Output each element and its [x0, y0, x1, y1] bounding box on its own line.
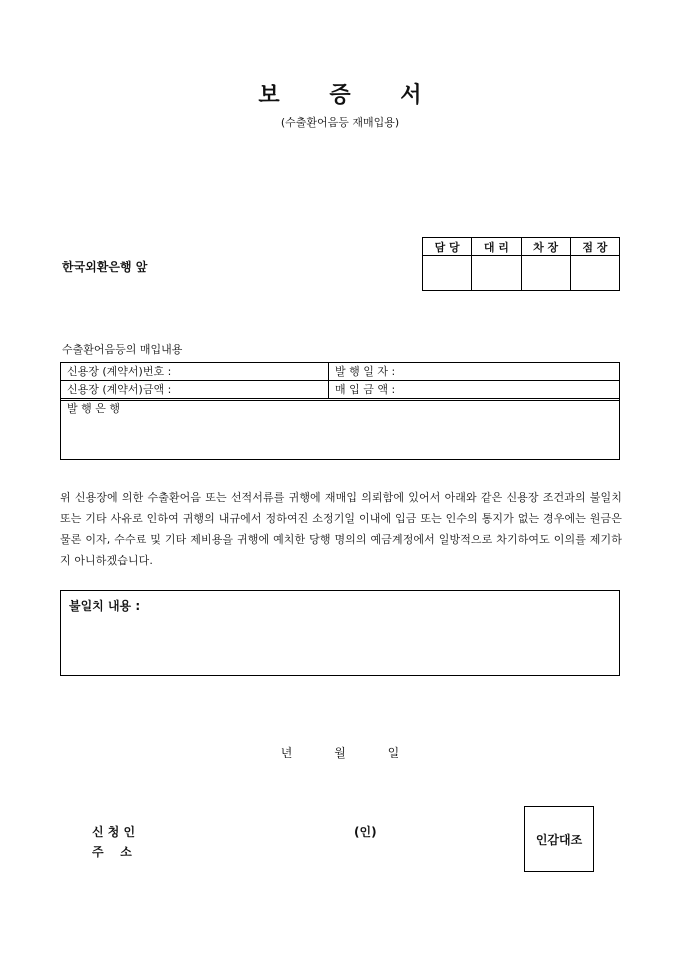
date-day-label: 일 [387, 746, 400, 760]
seal-box-label: 인감대조 [535, 832, 583, 847]
purchase-amount-field[interactable]: 매 입 금 액 : [335, 383, 396, 396]
document-title [0, 78, 680, 109]
approval-table [422, 237, 620, 291]
approval-sign-row [423, 256, 620, 291]
purchase-details-box [60, 362, 620, 460]
title-char-2: 증 [329, 82, 351, 108]
lc-amount-field[interactable]: 신용장 (계약서)금액 : [61, 381, 329, 398]
mismatch-box[interactable] [60, 590, 620, 676]
address-label: 주 소 [92, 845, 132, 859]
issuing-bank-field[interactable]: 발 행 은 행 [67, 402, 120, 415]
date-year-label: 년 [280, 746, 293, 760]
addressee: 한국외환은행 앞 [62, 260, 148, 274]
approval-sign-cell[interactable] [423, 256, 472, 291]
lc-number-field[interactable]: 신용장 (계약서)번호 : [61, 363, 329, 380]
issue-date-field[interactable]: 발 행 일 자 : [335, 365, 396, 378]
title-char-3: 서 [400, 82, 422, 108]
purchase-row [61, 363, 619, 381]
approval-header-assistant-manager: 대 리 [472, 238, 521, 256]
purchase-row [61, 381, 619, 401]
document-subtitle: (수출환어음등 재매입용) [280, 116, 400, 129]
date-month-label: 월 [334, 746, 346, 760]
approval-sign-cell[interactable] [570, 256, 619, 291]
guarantee-statement: 위 신용장에 의한 수출환어음 또는 선적서류를 귀행에 재매입 의뢰함에 있어서 아래와 같은 신용장 조건과의 불일치 또는 기타 사유로 인하여 귀행의 내규에서 정하여진 소정기일 이내에 입금 또는 인수의 통지가 없는 경우에는 원금은 물론 이자, 수수료 및 기타 제비용을 귀행에 예치한 당행 명의의 예금계정에서 일방적으로 차기하여도 이의를 제기하지 아니하겠습니다. [60, 491, 622, 567]
approval-header-branch-manager: 점 장 [570, 238, 619, 256]
approval-sign-cell[interactable] [521, 256, 570, 291]
seal-verification-box [524, 806, 594, 872]
purchase-section-label: 수출환어음등의 매입내용 [62, 343, 183, 356]
approval-header-deputy-manager: 차 장 [521, 238, 570, 256]
date-line [0, 744, 680, 761]
approval-header-staff: 담 당 [423, 238, 472, 256]
title-char-1: 보 [258, 82, 280, 108]
approval-header-row [423, 238, 620, 256]
seal-mark: (인) [354, 825, 377, 839]
mismatch-label: 불일치 내용 : [69, 599, 141, 613]
approval-sign-cell[interactable] [472, 256, 521, 291]
applicant-label: 신 청 인 [92, 825, 136, 839]
